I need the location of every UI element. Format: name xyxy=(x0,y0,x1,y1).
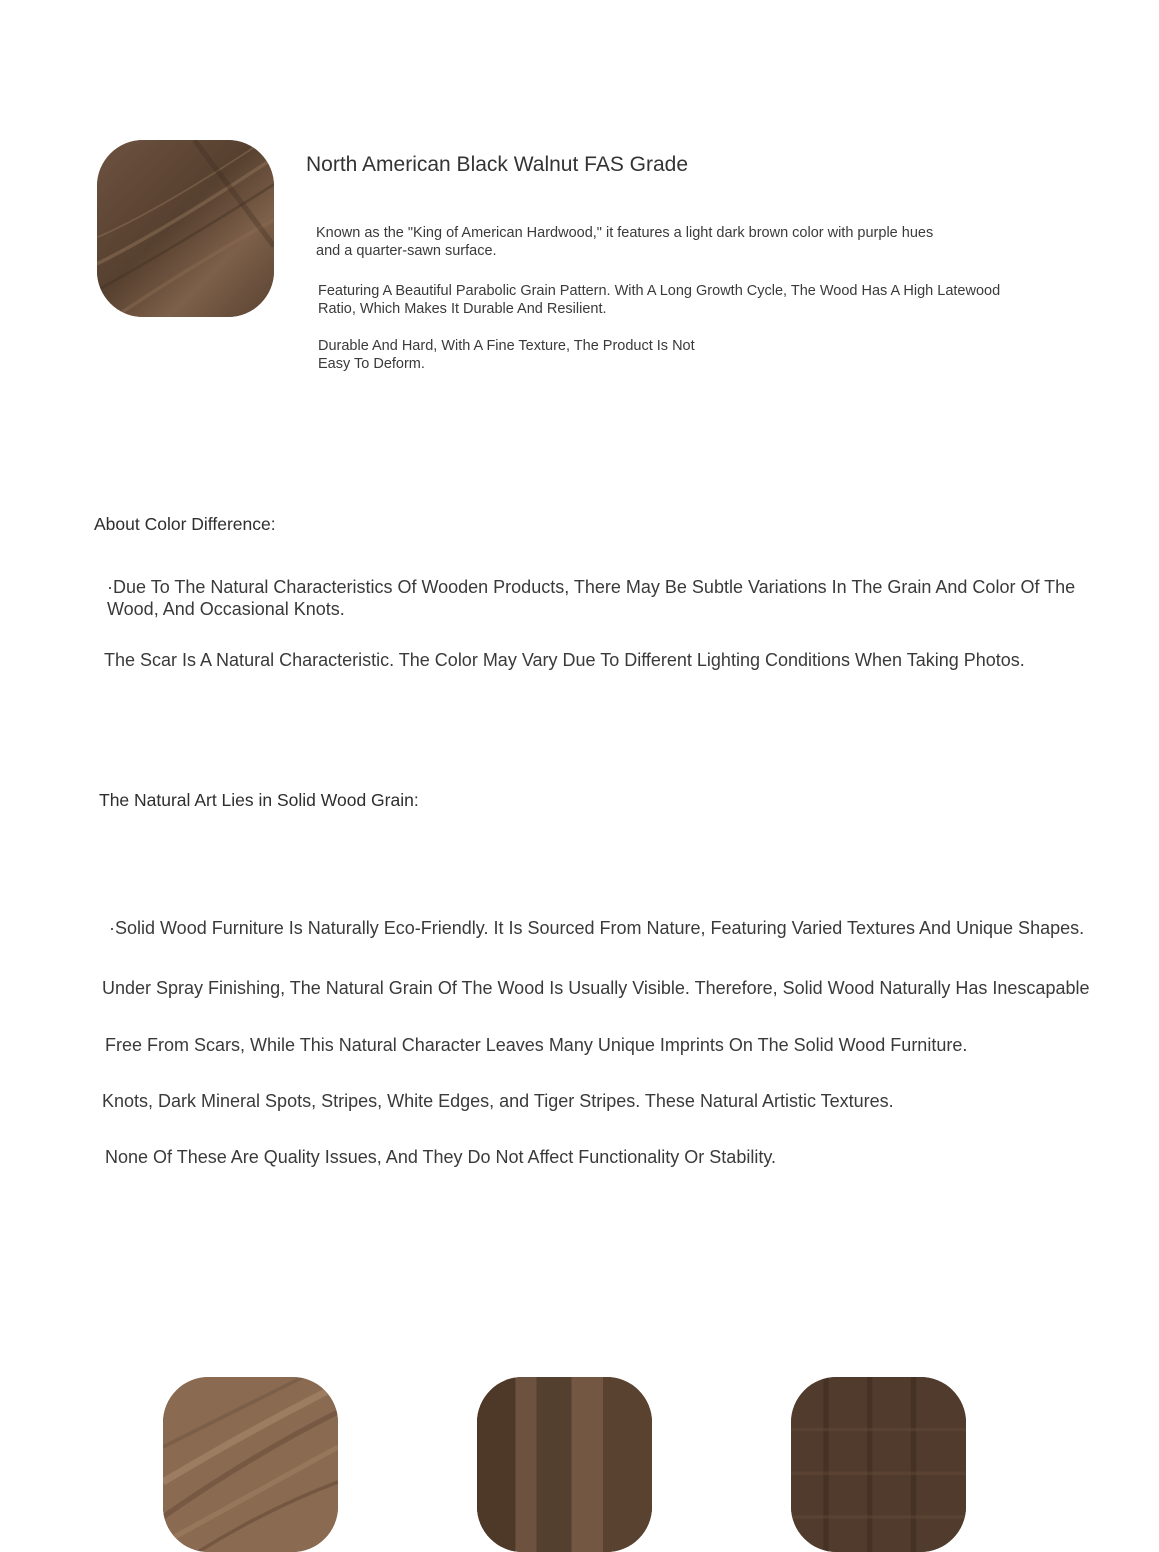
walnut-swatch-main xyxy=(97,140,274,317)
product-description-1 xyxy=(316,224,933,260)
wood-grain-line-4: Knots, Dark Mineral Spots, Stripes, White Edges, and Tiger Stripes. These Natural Artistic Textures. xyxy=(102,1091,894,1111)
walnut-swatch-1 xyxy=(163,1377,338,1552)
product-title: North American Black Walnut FAS Grade xyxy=(306,153,689,176)
walnut-swatch-2 xyxy=(477,1377,652,1552)
wood-grain-line-2: Under Spray Finishing, The Natural Grain Of The Wood Is Usually Visible. Therefore, Solid Wood Naturally Has Inescapable xyxy=(102,978,1090,998)
description-2-line-2: Ratio, Which Makes It Durable And Resilient. xyxy=(318,301,607,317)
description-3-line-1: Durable And Hard, With A Fine Texture, The Product Is Not xyxy=(318,338,695,354)
color-difference-line-1: ·Due To The Natural Characteristics Of Wooden Products, There May Be Subtle Variations In The Grain And Color Of The xyxy=(107,577,1076,597)
description-1-line-2: and a quarter-sawn surface. xyxy=(316,243,497,259)
product-description-2 xyxy=(318,282,1000,318)
color-difference-heading: About Color Difference: xyxy=(94,514,276,534)
description-1-line-1: Known as the "King of American Hardwood," it features a light dark brown color with purple hues xyxy=(316,225,934,241)
description-3-line-2: Easy To Deform. xyxy=(318,356,425,372)
wood-grain-line-5: None Of These Are Quality Issues, And They Do Not Affect Functionality Or Stability. xyxy=(105,1147,776,1167)
wood-grain-heading: The Natural Art Lies in Solid Wood Grain: xyxy=(99,790,419,810)
color-difference-line-3: The Scar Is A Natural Characteristic. The Color May Vary Due To Different Lighting Conditions When Taking Photos. xyxy=(104,650,1025,670)
color-difference-line-2: Wood, And Occasional Knots. xyxy=(107,599,345,619)
wood-grain-line-3: Free From Scars, While This Natural Character Leaves Many Unique Imprints On The Solid Wood Furniture. xyxy=(105,1035,968,1055)
description-2-line-1: Featuring A Beautiful Parabolic Grain Pattern. With A Long Growth Cycle, The Wood Has A High Latewood xyxy=(318,283,1001,299)
product-description-3 xyxy=(318,337,695,373)
wood-grain-line-1: ·Solid Wood Furniture Is Naturally Eco-Friendly. It Is Sourced From Nature, Featuring Varied Textures And Unique Shapes. xyxy=(109,918,1085,938)
walnut-swatch-3 xyxy=(791,1377,966,1552)
